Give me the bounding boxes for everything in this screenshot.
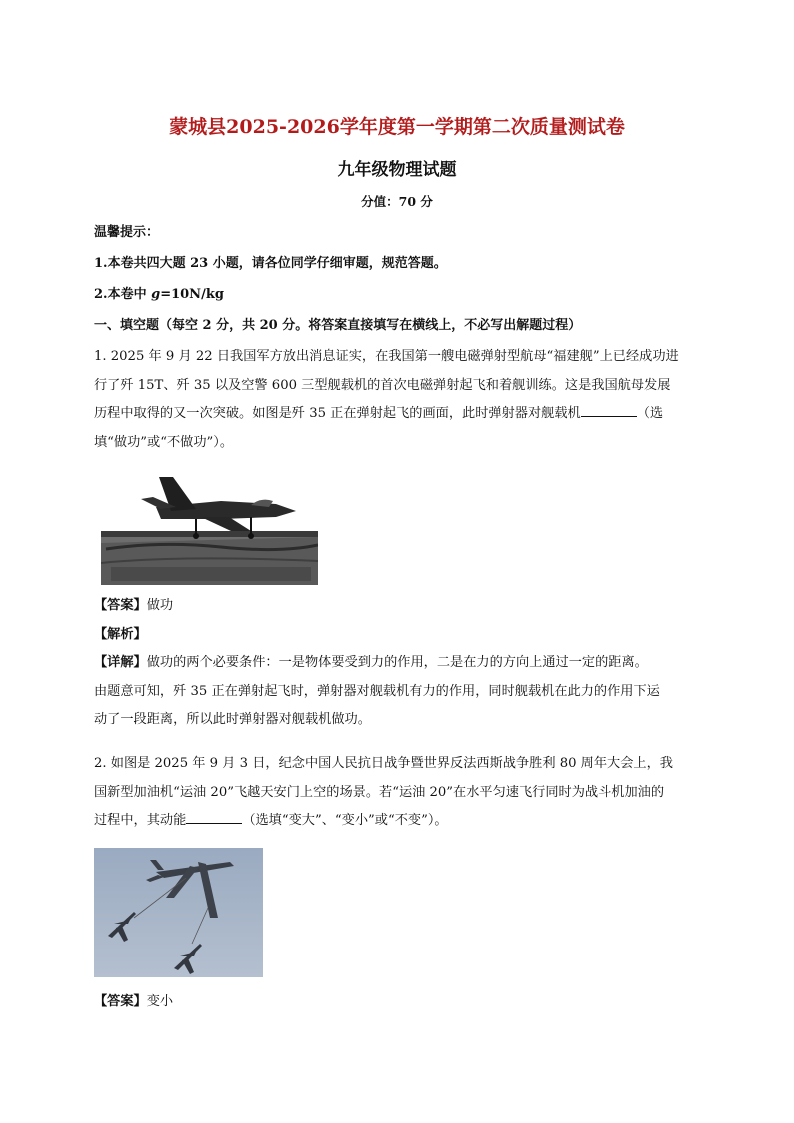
q1-answer-value: 做功: [146, 598, 174, 613]
q1-line-3-b: （选: [636, 406, 664, 421]
q1-line-3-a: 历程中取得的又一次突破。如图是歼 35 正在弹射起飞的画面，此时弹射器对舰载机: [94, 406, 581, 421]
score-line: 分值：70 分: [361, 194, 433, 209]
tips-heading: 温馨提示：: [94, 225, 160, 240]
q2-line-2: 国新型加油机“运油 20”飞越天安门上空的场景。若“运油 20”在水平匀速飞行同时为战斗机加油的: [94, 784, 665, 800]
q1-line-3: [94, 400, 700, 429]
question-1: [94, 343, 700, 457]
q1-answer: [94, 592, 700, 621]
tip-2-variable: g: [151, 287, 161, 302]
q1-detail-text-1: 做功的两个必要条件：一是物体要受到力的作用，二是在力的方向上通过一定的距离。: [146, 655, 648, 670]
q1-detail-line-3: 动了一段距离，所以此时弹射器对舰载机做功。: [94, 712, 371, 727]
tip-2-prefix: 2.本卷中: [94, 287, 152, 302]
q1-detail-line-2: 由题意可知，歼 35 正在弹射起飞时，弹射器对舰载机有力的作用，同时舰载机在此力的作用下运: [94, 683, 660, 699]
exam-title: 蒙城县2025-2026学年度第一学期第二次质量测试卷: [169, 116, 625, 138]
q1-line-2: 行了歼 15T、歼 35 以及空警 600 三型舰载机的首次电磁弹射起飞和着舰训练。这是我国航母发展: [94, 377, 671, 393]
q1-detail-tag: 【详解】: [94, 655, 147, 670]
tip-2-suffix: =10N/kg: [160, 287, 224, 302]
exam-subtitle: 九年级物理试题: [337, 160, 457, 180]
section-1-heading: 一、填空题（每空 2 分，共 20 分。将答案直接填写在横线上，不必写出解题过程）: [94, 318, 582, 333]
tanker-refueling-fighters-photo: [94, 848, 263, 977]
q2-line-3-b: （选填“变大”、“变小”或“不变”）。: [242, 813, 448, 828]
q1-answer-block: [94, 592, 700, 735]
q2-answer-blank: [186, 809, 242, 824]
q1-answer-tag: 【答案】: [94, 598, 147, 613]
q2-answer: [94, 988, 700, 1017]
tip-1: 1.本卷共四大题 23 小题，请各位同学仔细审题，规范答题。: [94, 256, 447, 271]
q1-line-1: 1. 2025 年 9 月 22 日我国军方放出消息证实，在我国第一艘电磁弹射型航母“福建舰”上已经成功进: [94, 349, 679, 364]
q1-analysis-tag: 【解析】: [94, 626, 147, 642]
q1-answer-blank: [581, 402, 637, 417]
q2-line-1: 2. 如图是 2025 年 9 月 3 日，纪念中国人民抗日战争暨世界反法西斯战争胜利 80 周年大会上，我: [94, 756, 673, 771]
q2-answer-tag: 【答案】: [94, 994, 147, 1009]
tip-2: [94, 287, 704, 303]
q1-line-4: 填“做功”或“不做功”）。: [94, 434, 234, 450]
q1-detail-line-1: [94, 649, 700, 678]
fighter-jet-on-carrier-photo: [101, 471, 318, 585]
question-2: [94, 750, 700, 836]
q2-line-3: [94, 807, 700, 836]
q2-answer-value: 变小: [146, 994, 174, 1009]
q2-line-3-a: 过程中，其动能: [94, 813, 187, 828]
